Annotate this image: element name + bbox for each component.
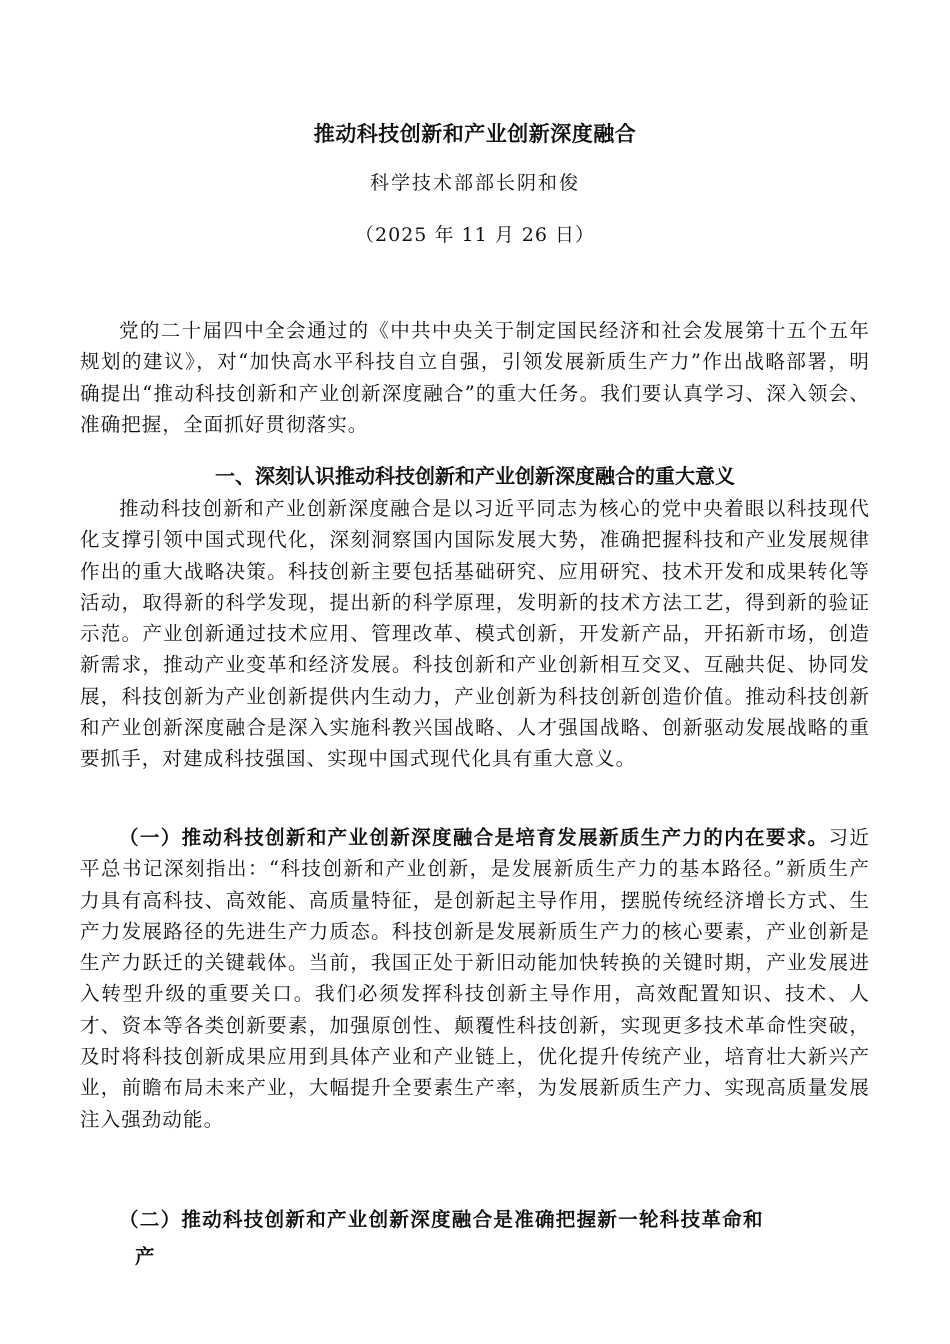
section1-paragraph: 推动科技创新和产业创新深度融合是以习近平同志为核心的党中央着眼以科技现代化支撑引领中国式现代化，深刻洞察国内国际发展大势，准确把握科技和产业发展规律作出的重大战略决策。科技创新主要包括基础研究、应用研究、技术开发和成果转化等活动，取得新的科学发现，提出新的科学原理，发明新的技术方法工艺，得到新的验证示范。产业创新通过技术应用、管理改革、模式创新，开发新产品，开拓新市场，创造新需求，推动产业变革和经济发展。科技创新和产业创新相互交叉、互融共促、协同发展，科技创新为产业创新提供内生动力，产业创新为科技创新创造价值。推动科技创新和产业创新深度融合是深入实施科教兴国战略、人才强国战略、创新驱动发展战略的重要抓手，对建成科技强国、实现中国式现代化具有重大意义。 [80, 497, 870, 771]
date-line: （2025 年 11 月 26 日） [355, 224, 595, 246]
point1-body: 习近平总书记深刻指出：“科技创新和产业创新，是发展新质生产力的基本路径。”新质生产力具有高科技、高效能、高质量特征，是创新起主导作用，摆脱传统经济增长方式、生产力发展路径的先进生产力质态。科技创新是发展新质生产力的核心要素，产业创新是生产力跃迁的关键载体。当前，我国正处于新旧动能加快转换的关键时期，产业发展进入转型升级的重要关口。我们必须发挥科技创新主导作用，高效配置知识、技术、人才、资本等各类创新要素，加强原创性、颠覆性科技创新，实现更多技术革命性突破，及时将科技创新成果应用到具体产业和产业链上，优化提升传统产业，培育壮大新兴产业，前瞻布局未来产业，大幅提升全要素生产率，为发展新质生产力、实现高质量发展注入强劲动能。 [80, 826, 870, 1131]
author-line: 科学技术部部长阴和俊 [369, 172, 580, 194]
intro-paragraph: 党的二十届四中全会通过的《中共中央关于制定国民经济和社会发展第十五个五年规划的建议》，对“加快高水平科技自立自强，引领发展新质生产力”作出战略部署，明确提出“推动科技创新和产业创新深度融合”的重大任务。我们要认真学习、深入领会、准确把握，全面抓好贯彻落实。 [80, 319, 870, 436]
point1-lead: （一）推动科技创新和产业创新深度融合是培育发展新质生产力的内在要求。 [119, 826, 829, 849]
point2-heading-tail: 产 [135, 1245, 155, 1268]
section-heading-1: 一、深刻认识推动科技创新和产业创新深度融合的重大意义 [215, 464, 735, 488]
point2-heading: （二）推动科技创新和产业创新深度融合是准确把握新一轮科技革命和 [119, 1208, 764, 1231]
document-title: 推动科技创新和产业创新深度融合 [313, 121, 637, 146]
point1-paragraph [80, 822, 870, 1135]
